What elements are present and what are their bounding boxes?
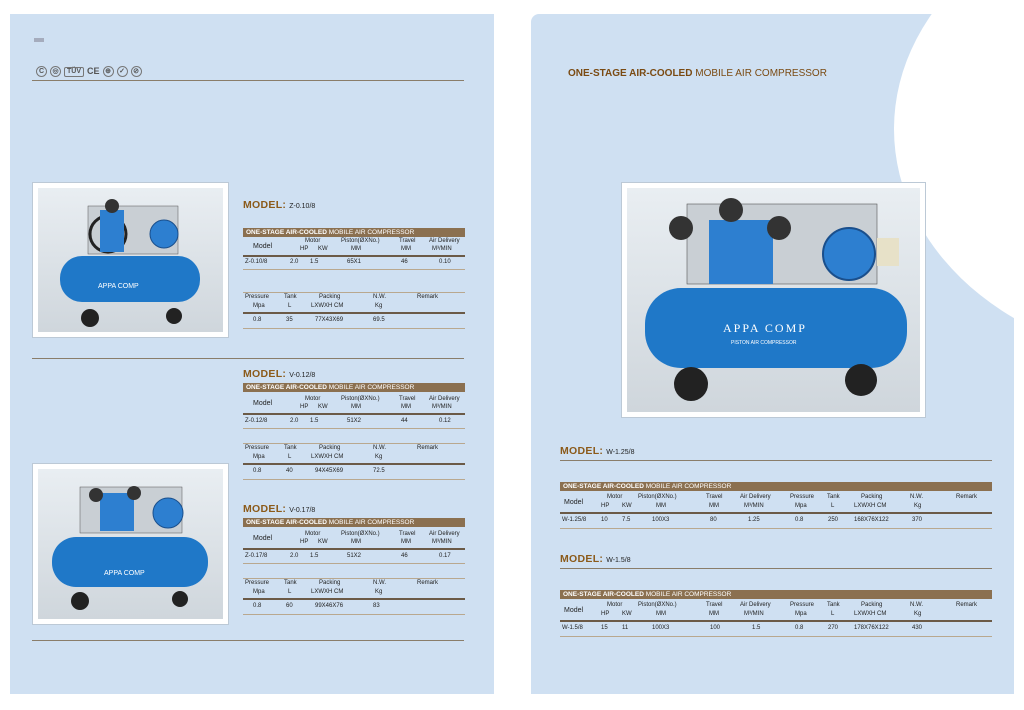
value-model: Z-0.12/8 (245, 418, 268, 424)
model-label: MODEL: (243, 199, 287, 211)
header-remark: Remark (417, 580, 439, 586)
photo-brand-w125: APPA COMP (723, 321, 807, 335)
unit-packing: LXWXH CM (311, 589, 344, 595)
value-tank: 35 (286, 317, 293, 323)
model-code: W-1.5/8 (606, 557, 631, 564)
model-title-w15 (560, 553, 631, 565)
unit-kg: Kg (375, 303, 383, 309)
model-code: W-1.25/8 (606, 449, 635, 456)
header-remark: Remark (956, 602, 978, 608)
model-title-v012 (243, 368, 315, 380)
unit-mpa: Mpa (253, 303, 265, 309)
value-hp: 2.0 (290, 418, 299, 424)
header-model: Model (253, 535, 273, 542)
photo-brand-sub-w125: PISTON AIR COMPRESSOR (731, 340, 797, 346)
value-air-delivery: 0.10 (439, 259, 451, 265)
header-tank: Tank (284, 294, 297, 300)
header-remark: Remark (956, 494, 978, 500)
unit-kw: KW (622, 611, 632, 617)
certification-icons (36, 66, 142, 77)
header-air-delivery: Air Delivery (740, 602, 771, 608)
unit-kg: Kg (914, 503, 922, 509)
header-piston: Piston(ØXNo.) (341, 396, 380, 402)
value-pressure: 0.8 (795, 625, 804, 631)
unit-mm: MM (656, 503, 666, 509)
unit-mm: MM (401, 246, 411, 252)
header-piston: Piston(ØXNo.) (341, 531, 380, 537)
unit-kg: Kg (914, 611, 922, 617)
value-piston: 100X3 (652, 517, 670, 523)
header-tank: Tank (284, 445, 297, 451)
ul-cert-icon: ⊕ (103, 66, 114, 77)
value-pressure: 0.8 (253, 317, 262, 323)
header-motor: Motor (305, 396, 321, 402)
header-piston: Piston(ØXNo.) (341, 238, 380, 244)
spec-table-w15 (560, 590, 992, 637)
value-air-delivery: 0.12 (439, 418, 451, 424)
value-pressure: 0.8 (253, 603, 262, 609)
unit-mm: MM (351, 246, 361, 252)
model-label: MODEL: (560, 553, 604, 565)
value-packing: 99X46X76 (315, 603, 344, 609)
header-motor: Motor (305, 531, 321, 537)
header-model: Model (253, 243, 273, 250)
unit-kg: Kg (375, 589, 383, 595)
value-travel: 44 (401, 418, 408, 424)
spec-bar: ONE-STAGE AIR-COOLED MOBILE AIR COMPRESSOR (243, 518, 465, 527)
value-packing: 178X76X122 (854, 625, 889, 631)
value-nw: 370 (912, 517, 923, 523)
value-packing: 168X76X122 (854, 517, 889, 523)
section-rule (560, 568, 992, 569)
value-nw: 430 (912, 625, 923, 631)
model-title-w125 (560, 445, 635, 457)
unit-hp: HP (300, 404, 309, 410)
spec-bar: ONE-STAGE AIR-COOLED MOBILE AIR COMPRESSOR (243, 228, 465, 237)
unit-flow: M³/MIN (432, 404, 452, 410)
header-travel: Travel (706, 494, 723, 500)
value-hp: 10 (601, 517, 608, 523)
header-nw: N.W. (373, 294, 386, 300)
value-air-delivery: 1.25 (748, 517, 760, 523)
header-tank: Tank (284, 580, 297, 586)
unit-mm: MM (401, 539, 411, 545)
value-piston: 51X2 (347, 553, 362, 559)
value-air-delivery: 1.5 (752, 625, 761, 631)
spec-table-v012 (243, 383, 465, 480)
header-air-delivery: Air Delivery (429, 396, 460, 402)
header-air-delivery: Air Delivery (740, 494, 771, 500)
header-tank: Tank (827, 494, 840, 500)
header-travel: Travel (706, 602, 723, 608)
unit-kw: KW (622, 503, 632, 509)
value-kw: 7.5 (622, 517, 631, 523)
round-cert-icon: ⊘ (131, 66, 142, 77)
unit-packing: LXWXH CM (854, 611, 887, 617)
value-tank: 60 (286, 603, 293, 609)
value-travel: 100 (710, 625, 721, 631)
unit-liter: L (288, 589, 292, 595)
model-label: MODEL: (243, 503, 287, 515)
value-air-delivery: 0.17 (439, 553, 451, 559)
value-nw: 69.5 (373, 317, 385, 323)
header-model: Model (564, 499, 584, 506)
header-nw: N.W. (373, 445, 386, 451)
model-label: MODEL: (243, 368, 287, 380)
value-pressure: 0.8 (795, 517, 804, 523)
value-packing: 77X43X69 (315, 317, 344, 323)
compressor-w125-illustration (627, 188, 920, 412)
unit-mm: MM (709, 503, 719, 509)
title-rest: MOBILE AIR COMPRESSOR (695, 68, 827, 79)
compressor-z010-illustration (38, 188, 223, 332)
unit-mpa: Mpa (253, 589, 265, 595)
header-model: Model (564, 607, 584, 614)
value-hp: 2.0 (290, 259, 299, 265)
unit-mm: MM (351, 404, 361, 410)
unit-flow: M³/MIN (744, 503, 764, 509)
value-piston: 65X1 (347, 259, 362, 265)
compressor-photo-v017 (32, 463, 229, 625)
header-nw: N.W. (910, 602, 923, 608)
header-air-delivery: Air Delivery (429, 238, 460, 244)
value-model: W-1.5/8 (562, 625, 583, 631)
header-packing: Packing (861, 494, 883, 500)
header-motor: Motor (305, 238, 321, 244)
value-piston: 51X2 (347, 418, 362, 424)
header-travel: Travel (399, 396, 416, 402)
header-nw: N.W. (910, 494, 923, 500)
value-model: Z-0.17/8 (245, 553, 268, 559)
header-nw: N.W. (373, 580, 386, 586)
value-tank: 40 (286, 468, 293, 474)
header-packing: Packing (319, 580, 341, 586)
value-kw: 11 (622, 625, 629, 631)
unit-flow: M³/MIN (432, 539, 452, 545)
value-nw: 83 (373, 603, 380, 609)
unit-flow: M³/MIN (432, 246, 452, 252)
value-travel: 46 (401, 553, 408, 559)
header-piston: Piston(ØXNo.) (638, 494, 677, 500)
unit-flow: M³/MIN (744, 611, 764, 617)
header-motor: Motor (607, 602, 623, 608)
unit-liter: L (831, 611, 835, 617)
value-piston: 100X3 (652, 625, 670, 631)
header-pressure: Pressure (245, 294, 270, 300)
ccc-cert-icon: C (36, 66, 47, 77)
photo-brand-v017: APPA COMP (104, 570, 145, 577)
value-packing: 94X45X69 (315, 468, 344, 474)
header-travel: Travel (399, 531, 416, 537)
header-air-delivery: Air Delivery (429, 531, 460, 537)
unit-kg: Kg (375, 454, 383, 460)
unit-hp: HP (300, 246, 309, 252)
value-pressure: 0.8 (253, 468, 262, 474)
unit-kw: KW (318, 404, 328, 410)
spec-bar: ONE-STAGE AIR-COOLED MOBILE AIR COMPRESSOR (560, 482, 992, 491)
unit-liter: L (288, 454, 292, 460)
header-piston: Piston(ØXNo.) (638, 602, 677, 608)
header-motor: Motor (607, 494, 623, 500)
header-remark: Remark (417, 294, 439, 300)
unit-mpa: Mpa (795, 611, 807, 617)
unit-hp: HP (300, 539, 309, 545)
unit-mpa: Mpa (253, 454, 265, 460)
unit-hp: HP (601, 611, 610, 617)
header-remark: Remark (417, 445, 439, 451)
model-title-v017 (243, 503, 315, 515)
spec-bar: ONE-STAGE AIR-COOLED MOBILE AIR COMPRESSOR (243, 383, 465, 392)
unit-mm: MM (351, 539, 361, 545)
spec-table-z010 (243, 228, 465, 329)
model-label: MODEL: (560, 445, 604, 457)
value-model: Z-0.10/8 (245, 259, 268, 265)
logo-mark (34, 38, 44, 42)
photo-brand-z010: APPA COMP (98, 283, 139, 290)
unit-kw: KW (318, 539, 328, 545)
unit-mpa: Mpa (795, 503, 807, 509)
check-cert-icon: ✓ (117, 66, 128, 77)
model-title-z010 (243, 199, 315, 211)
tuv-cert-icon: TÜV (64, 67, 84, 77)
section-rule (32, 358, 464, 359)
spec-table-w125 (560, 482, 992, 529)
header-pressure: Pressure (245, 445, 270, 451)
unit-liter: L (288, 303, 292, 309)
value-travel: 80 (710, 517, 717, 523)
value-kw: 1.5 (310, 418, 319, 424)
unit-kw: KW (318, 246, 328, 252)
header-tank: Tank (827, 602, 840, 608)
header-pressure: Pressure (245, 580, 270, 586)
spec-bar: ONE-STAGE AIR-COOLED MOBILE AIR COMPRESSOR (560, 590, 992, 599)
header-pressure: Pressure (790, 494, 815, 500)
unit-packing: LXWXH CM (311, 454, 344, 460)
header-pressure: Pressure (790, 602, 815, 608)
value-kw: 1.5 (310, 553, 319, 559)
section-rule (32, 640, 464, 641)
page-title (568, 68, 827, 79)
right-page (531, 14, 1014, 694)
compressor-photo-w125 (621, 182, 926, 418)
header-packing: Packing (319, 445, 341, 451)
left-page (10, 14, 494, 694)
unit-mm: MM (401, 404, 411, 410)
title-bold: ONE-STAGE AIR-COOLED (568, 68, 693, 79)
value-hp: 2.0 (290, 553, 299, 559)
value-tank: 250 (828, 517, 839, 523)
header-packing: Packing (861, 602, 883, 608)
unit-hp: HP (601, 503, 610, 509)
ce-cert-icon: CE (87, 66, 100, 76)
compressor-v017-illustration (38, 469, 223, 619)
section-rule (560, 460, 992, 461)
spec-table-v017 (243, 518, 465, 615)
value-travel: 46 (401, 259, 408, 265)
unit-packing: LXWXH CM (854, 503, 887, 509)
value-kw: 1.5 (310, 259, 319, 265)
model-code: V-0.17/8 (289, 507, 316, 514)
value-tank: 270 (828, 625, 839, 631)
header-rule (32, 80, 464, 81)
unit-mm: MM (709, 611, 719, 617)
model-code: V-0.12/8 (289, 372, 316, 379)
value-nw: 72.5 (373, 468, 385, 474)
header-travel: Travel (399, 238, 416, 244)
compressor-photo-z010 (32, 182, 229, 338)
unit-packing: LXWXH CM (311, 303, 344, 309)
header-packing: Packing (319, 294, 341, 300)
unit-liter: L (831, 503, 835, 509)
seal-cert-icon: ◎ (50, 66, 61, 77)
model-code: Z-0.10/8 (289, 203, 316, 210)
unit-mm: MM (656, 611, 666, 617)
value-model: W-1.25/8 (562, 517, 587, 523)
value-hp: 15 (601, 625, 608, 631)
header-model: Model (253, 400, 273, 407)
